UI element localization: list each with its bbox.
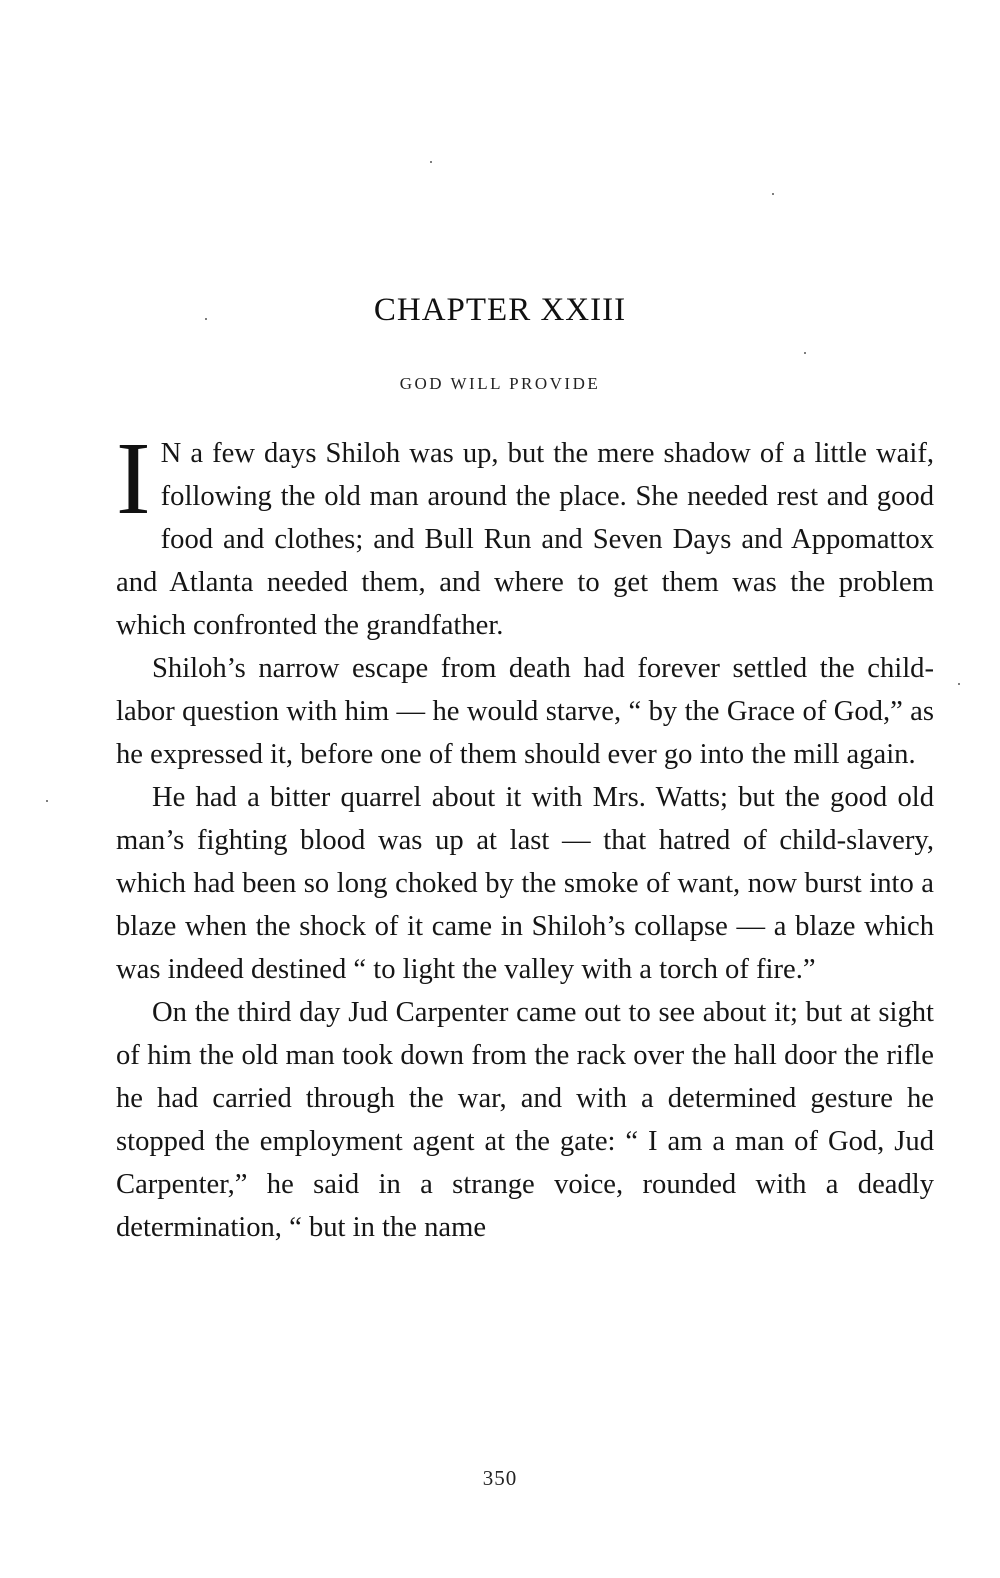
ink-speck <box>430 161 432 163</box>
chapter-body <box>116 421 934 1249</box>
ink-speck <box>958 683 960 685</box>
drop-cap-letter: I <box>116 421 151 536</box>
chapter-subtitle: GOD WILL PROVIDE <box>399 374 601 393</box>
paragraph-text: He had a bitter quarrel about it with Mrs. Watts; but the good old man’s fighting blood was up at last — that hatred of child-slavery, which had been so long choked by the smoke of want, now burst into a blaze when the shock of it came in Shiloh’s collapse — a blaze which was indeed destined “ to light the valley with a torch of fire.” <box>116 782 934 985</box>
paragraph-text: Shiloh’s narrow escape from death had forever settled the child-labor question with him — he would starve, “ by the Grace of God,” as he expressed it, before one of them should ever go into the mill again. <box>116 653 934 770</box>
ink-speck <box>804 352 806 354</box>
paragraph-text: On the third day Jud Carpenter came out to see about it; but at sight of him the old man took down from the rack over the hall door the rifle he had carried through the war, and with a determined gesture he stopped the employment agent at the gate: “ I am a man of God, Jud Carpenter,” he said in a strange voice, rounded with a deadly determination, “ but in the name <box>116 997 934 1243</box>
paragraph-text: N a few days Shiloh was up, but the mere shadow of a little waif, following the old man around the place. She needed rest and good food and clothes; and Bull Run and Seven Days and Appomattox and Atlanta needed them, and where to get them was the problem which confronted the grandfather. <box>116 438 934 641</box>
ink-speck <box>772 193 774 195</box>
ink-speck <box>46 800 48 802</box>
paragraph <box>116 991 934 1249</box>
chapter-title: CHAPTER XXIII <box>373 292 627 328</box>
paragraph <box>116 647 934 776</box>
page-number: 350 <box>482 1466 518 1490</box>
paragraph <box>116 776 934 991</box>
paragraph <box>116 421 934 647</box>
